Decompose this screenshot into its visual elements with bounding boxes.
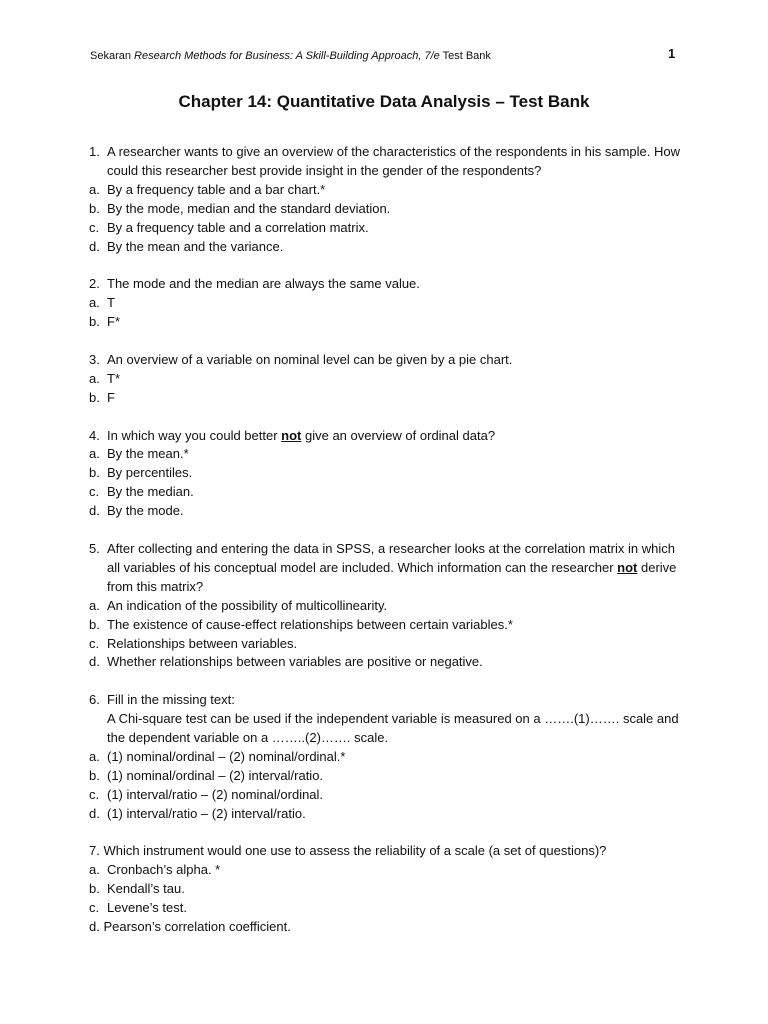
- option-text: T*: [107, 370, 120, 386]
- option-letter: b.: [89, 200, 100, 216]
- option-text: F: [107, 389, 115, 405]
- answer-option: [89, 653, 689, 672]
- question-stem: [89, 351, 689, 370]
- answer-option: [89, 805, 689, 824]
- option-text: Kendall’s tau.: [107, 881, 185, 897]
- option-letter: c.: [89, 786, 100, 802]
- question-text-start: In which way you could better: [107, 427, 282, 443]
- option-letter: b.: [89, 767, 100, 783]
- answer-option: [89, 597, 689, 616]
- answer-option: [89, 861, 689, 880]
- option-text: Cronbach’s alpha. *: [107, 862, 221, 878]
- question-stem: [89, 427, 689, 446]
- question-6: [89, 691, 689, 823]
- option-text: An indication of the possibility of multicollinearity.: [107, 597, 388, 613]
- answer-option: [89, 635, 689, 654]
- question-text: An overview of a variable on nominal level can be given by a pie chart.: [107, 351, 513, 367]
- question-text: 7. Which instrument would one use to assess the reliability of a scale (a set of questions)?: [89, 843, 607, 859]
- option-text: F*: [107, 314, 120, 330]
- option-letter: b.: [89, 465, 100, 481]
- answer-option: [89, 313, 689, 332]
- option-text: Whether relationships between variables are positive or negative.: [107, 654, 483, 670]
- option-text: By the median.: [107, 484, 194, 500]
- question-text: Fill in the missing text:: [107, 692, 235, 708]
- option-text: By percentiles.: [107, 465, 193, 481]
- option-text: By the mode, median and the standard deviation.: [107, 200, 391, 216]
- answer-option: [89, 786, 689, 805]
- option-text: By the mean and the variance.: [107, 238, 284, 254]
- option-letter: a.: [89, 370, 100, 386]
- question-2: [89, 275, 689, 332]
- question-number: 6.: [89, 692, 100, 708]
- answer-option: [89, 200, 689, 219]
- question-text: [107, 427, 689, 446]
- option-letter: c.: [89, 219, 100, 235]
- question-list: [89, 143, 689, 956]
- answer-option: [89, 389, 689, 408]
- option-letter: a.: [89, 862, 100, 878]
- emphasis-not: not: [281, 427, 302, 443]
- option-letter: d.: [89, 503, 100, 519]
- answer-option: [89, 181, 689, 200]
- question-number: 1.: [89, 144, 100, 159]
- question-text-end: derive from this matrix?: [107, 559, 677, 594]
- answer-option: [89, 464, 689, 483]
- answer-option: [89, 445, 689, 464]
- option-text: T: [107, 295, 115, 311]
- question-text: A researcher wants to give an overview of the characteristics of the respondents in his sample. How could this researcher best provide insight in the gender of the respondents?: [107, 144, 681, 178]
- answer-option: [89, 748, 689, 767]
- question-number: 5.: [89, 540, 100, 556]
- option-letter: c.: [89, 484, 100, 500]
- option-text: (1) interval/ratio – (2) interval/ratio.: [107, 805, 306, 821]
- answer-option: [89, 483, 689, 502]
- question-stem: [89, 143, 689, 181]
- answer-option: [89, 899, 689, 918]
- answer-option: [89, 238, 689, 257]
- question-1: [89, 143, 689, 256]
- question-stem: [89, 691, 689, 710]
- option-text: Relationships between variables.: [107, 635, 298, 651]
- option-text: By a frequency table and a correlation matrix.: [107, 219, 369, 235]
- option-letter: d.: [89, 238, 100, 254]
- option-letter: b.: [89, 389, 100, 405]
- option-text: (1) interval/ratio – (2) nominal/ordinal.: [107, 786, 324, 802]
- option-letter: b.: [89, 616, 100, 632]
- option-letter: a.: [89, 748, 100, 764]
- option-letter: d.: [89, 805, 100, 821]
- option-letter: a.: [89, 295, 100, 311]
- option-text: The existence of cause-effect relationships between certain variables.*: [107, 616, 513, 632]
- option-letter: b.: [89, 881, 100, 897]
- question-5: [89, 540, 689, 672]
- answer-option: [89, 294, 689, 313]
- header-author: Sekaran: [90, 50, 135, 62]
- page-number: 1: [668, 46, 676, 61]
- emphasis-not: not: [617, 559, 638, 575]
- question-4: [89, 427, 689, 522]
- option-letter: c.: [89, 635, 100, 651]
- question-7: [89, 842, 689, 937]
- answer-option: [89, 767, 689, 786]
- option-letter: d.: [89, 654, 100, 670]
- answer-option: d. Pearson’s correlation coefficient.: [89, 919, 291, 935]
- running-header: [90, 49, 491, 63]
- question-number: 4.: [89, 427, 100, 443]
- option-text: By the mode.: [107, 503, 184, 519]
- option-text: (1) nominal/ordinal – (2) interval/ratio.: [107, 767, 324, 783]
- question-subtext: A Chi-square test can be used if the independent variable is measured on a …….(1)……. scale and the dependent variable on a ……..(2)……. scale.: [107, 711, 679, 746]
- question-3: [89, 351, 689, 408]
- answer-option: [89, 616, 689, 635]
- option-letter: b.: [89, 314, 100, 330]
- option-letter: a.: [89, 446, 100, 462]
- header-suffix: Test Bank: [439, 50, 491, 62]
- question-stem: [89, 275, 689, 294]
- answer-option: [89, 502, 689, 521]
- page-title: Chapter 14: Quantitative Data Analysis – Test Bank: [178, 92, 590, 111]
- question-text: [107, 540, 689, 597]
- question-text-start: After collecting and entering the data in SPSS, a researcher looks at the correlation matrix in which all variables of his conceptual model are included. Which information can the researcher: [107, 540, 675, 575]
- answer-option: [89, 370, 689, 389]
- header-edition: , 7/e: [418, 50, 440, 62]
- question-number: 3.: [89, 351, 100, 367]
- question-text-end: give an overview of ordinal data?: [301, 427, 496, 443]
- option-letter: a.: [89, 597, 100, 613]
- answer-option: [89, 880, 689, 899]
- question-number: 2.: [89, 276, 100, 292]
- header-book-title: Research Methods for Business: A Skill-Building Approach: [134, 50, 419, 62]
- option-text: By the mean.*: [107, 446, 189, 462]
- option-letter: c.: [89, 900, 100, 916]
- answer-option: [89, 219, 689, 238]
- option-letter: a.: [89, 181, 100, 197]
- question-text: The mode and the median are always the same value.: [107, 276, 420, 292]
- option-text: By a frequency table and a bar chart.*: [107, 181, 326, 197]
- option-text: Levene’s test.: [107, 900, 187, 916]
- option-text: (1) nominal/ordinal – (2) nominal/ordinal.*: [107, 748, 346, 764]
- question-stem: [89, 540, 689, 597]
